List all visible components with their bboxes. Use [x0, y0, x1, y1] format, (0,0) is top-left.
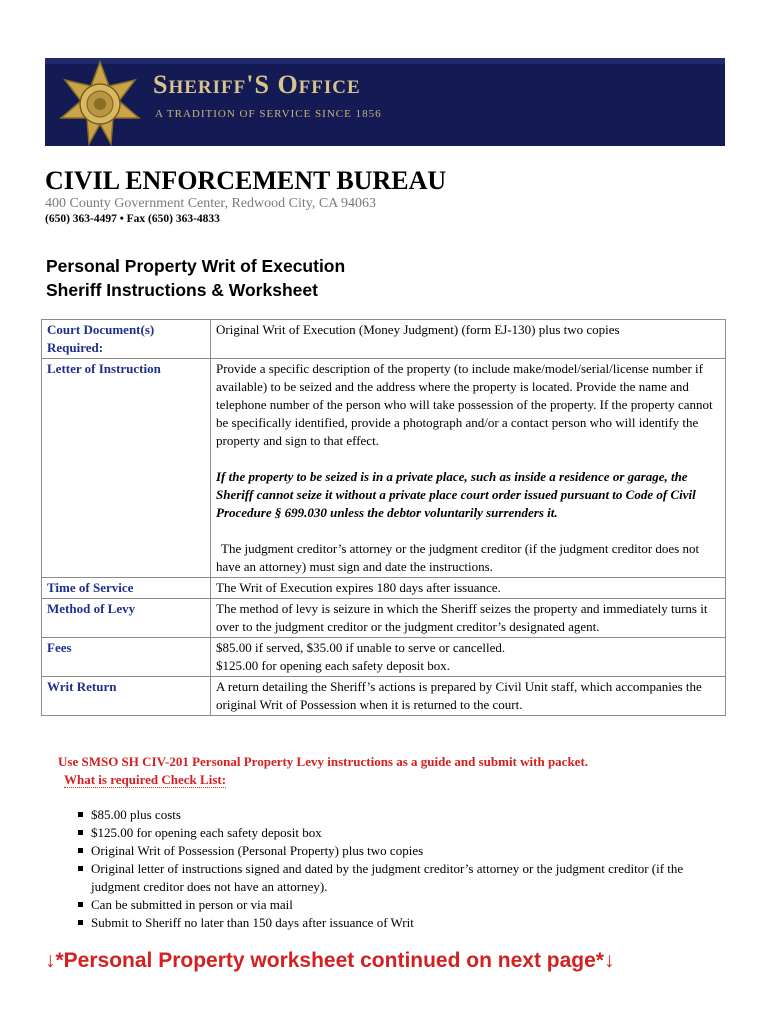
document-title-line-1: Personal Property Writ of Execution [46, 256, 346, 276]
list-item: Can be submitted in person or via mail [77, 896, 707, 914]
list-item: Original Writ of Possession (Personal Property) plus two copies [77, 842, 707, 860]
letter-instruction-paragraph: Provide a specific description of the property (to include make/model/serial/license number if available) to be seized and the address where the property is located. Provide the name and telephone number of the person who will take possession of the property. If the property cannot be specifically identified, provide a photograph and/or a contact person who will identify the property and sign to that effect. [216, 361, 713, 448]
document-title [46, 254, 345, 302]
instructions-table [41, 319, 726, 716]
table-row [42, 359, 726, 578]
list-item: $85.00 plus costs [77, 806, 707, 824]
row-value-court-documents: Original Writ of Execution (Money Judgment) (form EJ-130) plus two copies [211, 320, 726, 359]
banner-stripe [45, 58, 725, 64]
banner-subtitle: A TRADITION OF SERVICE SINCE 1856 [155, 108, 382, 120]
row-value-letter-of-instruction [211, 359, 726, 578]
square-bullet-icon [78, 920, 83, 925]
fee-line-1: $85.00 if served, $35.00 if unable to serve or cancelled. [216, 640, 506, 655]
document-title-line-2: Sheriff Instructions & Worksheet [46, 280, 318, 300]
continued-next-page-note: ↓*Personal Property worksheet continued on next page*↓ [45, 949, 615, 972]
packet-guide-notice: Use SMSO SH CIV-201 Personal Property Levy instructions as a guide and submit with packet. [58, 754, 589, 769]
square-bullet-icon [78, 812, 83, 817]
banner-title: SHERIFF'S OFFICE [153, 70, 361, 99]
table-row [42, 677, 726, 716]
sheriff-banner [45, 58, 725, 146]
row-value-method-of-levy: The method of levy is seizure in which the Sheriff seizes the property and immediately turns it over to the judgment creditor or the judgment creditor’s designated agent. [211, 599, 726, 638]
row-label-writ-return: Writ Return [42, 677, 211, 716]
table-row [42, 578, 726, 599]
row-label-fees: Fees [42, 638, 211, 677]
row-label-time-of-service: Time of Service [42, 578, 211, 599]
bureau-name: CIVIL ENFORCEMENT BUREAU [45, 166, 447, 195]
row-label-letter-of-instruction: Letter of Instruction [42, 359, 211, 578]
table-row [42, 638, 726, 677]
private-place-warning: If the property to be seized is in a private place, such as inside a residence or garage, the Sheriff cannot seize it without a private place court order issued pursuant to Code of Civil Procedure § 699.030 unless the debtor voluntarily surrenders it. [216, 469, 696, 520]
list-item: $125.00 for opening each safety deposit box [77, 824, 707, 842]
square-bullet-icon [78, 902, 83, 907]
row-label-court-documents: Court Document(s) Required: [42, 320, 211, 359]
sheriff-star-badge-icon [55, 60, 145, 146]
list-item: Original letter of instructions signed and dated by the judgment creditor’s attorney or the judgment creditor (if the judgment creditor does not have an attorney). [77, 860, 707, 896]
table-row [42, 320, 726, 359]
fee-line-2: $125.00 for opening each safety deposit box. [216, 658, 450, 673]
requirements-checklist [77, 806, 707, 932]
square-bullet-icon [78, 848, 83, 853]
bureau-phone: (650) 363-4497 • Fax (650) 363-4833 [45, 213, 220, 225]
row-label-method-of-levy: Method of Levy [42, 599, 211, 638]
list-item: Submit to Sheriff no later than 150 days after issuance of Writ [77, 914, 707, 932]
row-value-time-of-service: The Writ of Execution expires 180 days after issuance. [211, 578, 726, 599]
row-value-fees [211, 638, 726, 677]
square-bullet-icon [78, 830, 83, 835]
signature-requirement: The judgment creditor’s attorney or the judgment creditor (if the judgment creditor does not have an attorney) must sign and date the instructions. [216, 541, 700, 574]
bureau-address: 400 County Government Center, Redwood City, CA 94063 [45, 196, 377, 211]
row-value-writ-return: A return detailing the Sheriff’s actions is prepared by Civil Unit staff, which accompanies the original Writ of Possession when it is returned to the court. [211, 677, 726, 716]
square-bullet-icon [78, 866, 83, 871]
checklist-heading: What is required Check List: [64, 772, 227, 787]
table-row [42, 599, 726, 638]
